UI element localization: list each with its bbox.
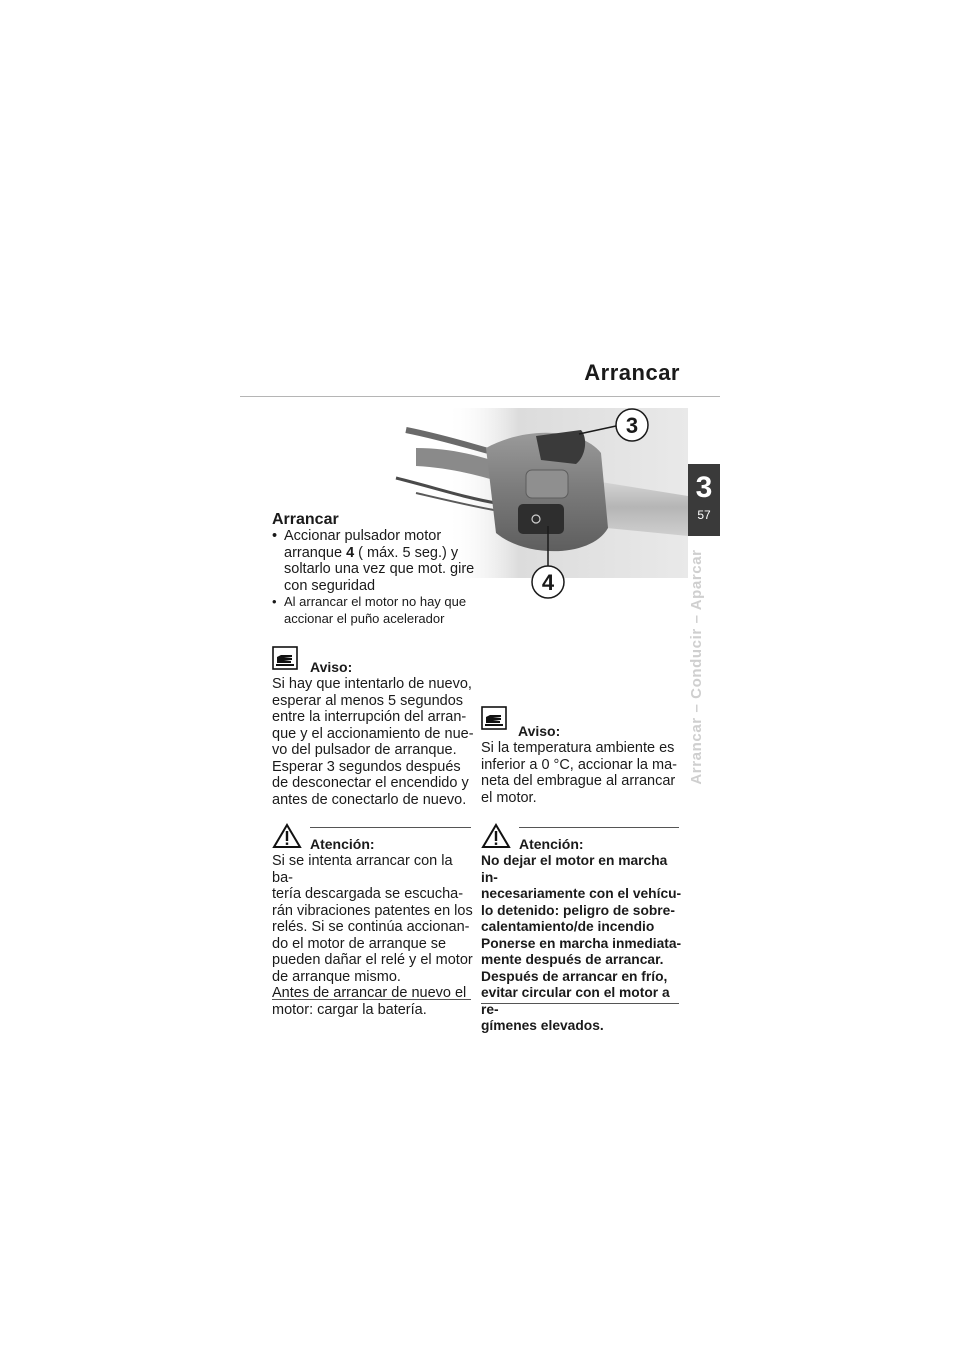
notice-label: Aviso: xyxy=(518,723,561,739)
callout-3-label: 3 xyxy=(625,413,639,438)
page-title: Arrancar xyxy=(584,360,680,385)
notice-text-right: Si la temperatura ambiente es inferior a 0 °C, accionar la ma- neta del embrague al arrancar el motor. xyxy=(481,740,677,806)
callout-ref-4: 4 xyxy=(346,544,355,561)
warning-top-rule xyxy=(310,827,471,828)
notice-hand-icon xyxy=(481,706,507,730)
chapter-number: 3 xyxy=(695,471,713,504)
warning-label: Atención: xyxy=(310,836,375,852)
list-item: • Accionar pulsador motor arranque 4 ( máx. 5 seg.) y soltarlo una vez que mot. gire con seguridad xyxy=(272,528,482,594)
warning-text-right: No dejar el motor en marcha in- necesariamente con el vehícu- lo detenido: peligro de sobre- calentamiento/de incendio Ponerse en marcha inmediata- mente después de arrancar. Después de arrancar en frío, evitar circular con el motor a re- gímenes elevados. xyxy=(481,853,682,1033)
warning-label: Atención: xyxy=(519,836,584,852)
warning-text-left: Si se intenta arrancar con la ba- tería descargada se escucha- rán vibraciones patentes en los relés. Si se continúa accionan- do el motor de arranque se pueden dañar el relé y el motor de arranque mismo. Antes de arrancar de nuevo el motor: cargar la batería. xyxy=(272,853,473,1018)
list-item: • Al arrancar el motor no hay que accionar el puño acelerador xyxy=(272,594,482,627)
callout-4-label: 4 xyxy=(541,570,555,595)
notice-text-left: Si hay que intentarlo de nuevo, esperar al menos 5 segundos entre la interrupción del arran- que y el accionamiento de nue- vo del pulsador de arranque. Esperar 3 segundos después de desconectar el encendido y antes de conectarlo de nuevo. xyxy=(272,676,474,808)
warning-bottom-rule xyxy=(272,999,471,1000)
warning-top-rule xyxy=(519,827,679,828)
notice-label: Aviso: xyxy=(310,659,353,675)
notice-hand-icon xyxy=(272,646,298,670)
warning-triangle-icon xyxy=(481,823,511,849)
header-divider xyxy=(240,396,720,397)
start-steps-list xyxy=(272,528,482,627)
warning-bottom-rule xyxy=(481,1003,679,1004)
warning-triangle-icon xyxy=(272,823,302,849)
chapter-sidebar-title: Arrancar – Conducir – Aparcar xyxy=(688,549,705,785)
page-number: 57 xyxy=(697,508,711,522)
section-heading: Arrancar xyxy=(272,511,339,528)
